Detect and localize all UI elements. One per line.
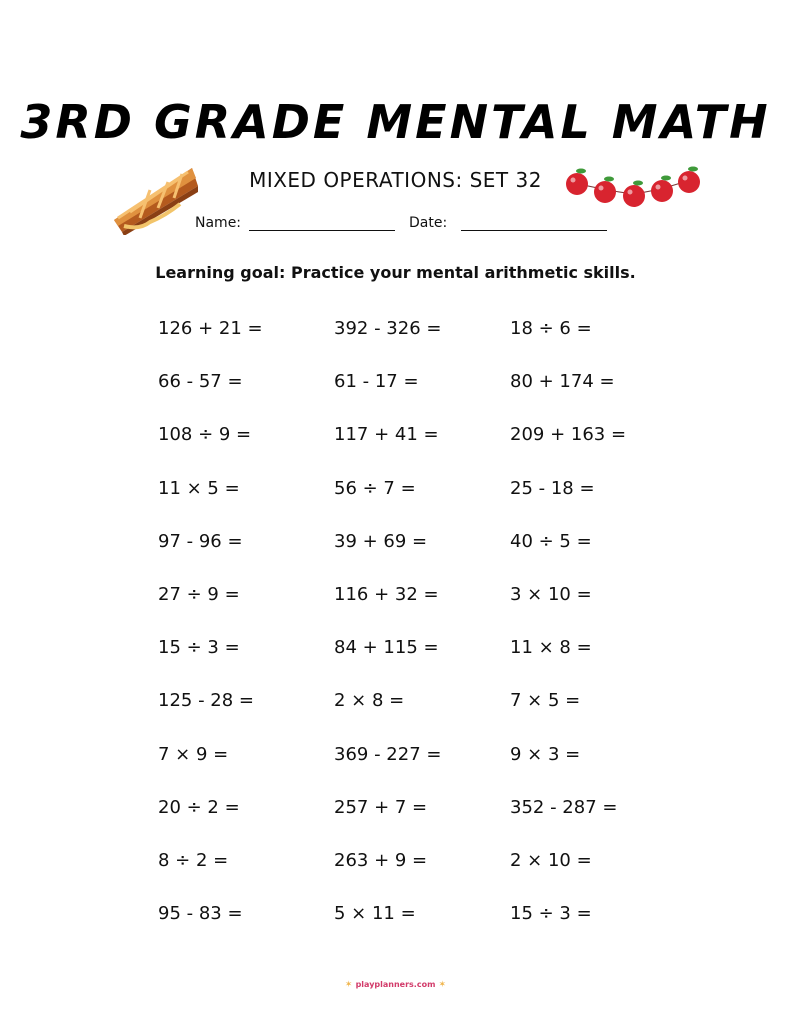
math-problem: 108 ÷ 9 = [158, 424, 252, 446]
problem-row [158, 690, 686, 743]
problem-grid [158, 318, 686, 956]
math-problem: 7 × 5 = [510, 690, 581, 712]
math-problem: 125 - 28 = [158, 690, 255, 712]
problem-row [158, 318, 686, 371]
problem-row [158, 903, 686, 956]
math-problem: 11 × 5 = [158, 477, 240, 499]
math-problem: 11 × 8 = [510, 637, 592, 659]
problem-row [158, 584, 686, 637]
problem-row [158, 637, 686, 690]
problem-row [158, 478, 686, 531]
name-date-fields [195, 215, 607, 231]
math-problem: 15 ÷ 3 = [510, 903, 592, 925]
math-problem: 392 - 326 = [334, 318, 442, 339]
math-problem: 5 × 11 = [334, 903, 416, 925]
math-problem: 20 ÷ 2 = [158, 796, 240, 818]
math-problem: 3 × 10 = [510, 583, 592, 605]
name-field[interactable] [249, 216, 395, 231]
math-problem: 18 ÷ 6 = [510, 318, 592, 339]
name-label: Name: [195, 215, 242, 231]
date-field[interactable] [461, 216, 607, 231]
math-problem: 95 - 83 = [158, 903, 243, 925]
math-problem: 25 - 18 = [510, 477, 595, 499]
math-problem: 352 - 287 = [510, 796, 618, 818]
math-problem: 126 + 21 = [158, 318, 263, 339]
math-problem: 15 ÷ 3 = [158, 637, 240, 659]
footer-logo: ✶ playplanners.com ✶ [344, 980, 447, 990]
math-problem: 56 ÷ 7 = [334, 477, 416, 499]
math-problem: 2 × 10 = [510, 849, 592, 871]
problem-row [158, 424, 686, 477]
math-problem: 97 - 96 = [158, 530, 243, 552]
problem-row [158, 371, 686, 424]
math-problem: 40 ÷ 5 = [510, 530, 592, 552]
math-problem: 80 + 174 = [510, 371, 615, 393]
math-problem: 117 + 41 = [334, 424, 439, 446]
math-problem: 8 ÷ 2 = [158, 849, 229, 871]
math-problem: 369 - 227 = [334, 743, 442, 765]
math-problem: 209 + 163 = [510, 424, 627, 446]
page-title: 3RD GRADE MENTAL MATH [20, 95, 771, 149]
math-problem: 84 + 115 = [334, 637, 439, 659]
footer-site: playplanners.com [355, 980, 436, 989]
math-problem: 39 + 69 = [334, 530, 428, 552]
math-problem: 66 - 57 = [158, 371, 243, 393]
math-problem: 263 + 9 = [334, 849, 428, 871]
math-problem: 257 + 7 = [334, 796, 428, 818]
math-problem: 2 × 8 = [334, 690, 405, 712]
math-problem: 9 × 3 = [510, 743, 581, 765]
math-problem: 61 - 17 = [334, 371, 419, 393]
math-problem: 7 × 9 = [158, 743, 229, 765]
math-problem: 116 + 32 = [334, 583, 439, 605]
problem-row [158, 531, 686, 584]
learning-goal: Learning goal: Practice your mental arithmetic skills. [155, 263, 636, 282]
math-problem: 27 ÷ 9 = [158, 583, 240, 605]
date-label: Date: [409, 215, 448, 231]
problem-row [158, 850, 686, 903]
problem-row [158, 797, 686, 850]
problem-row [158, 744, 686, 797]
page-subtitle: MIXED OPERATIONS: SET 32 [249, 168, 542, 192]
